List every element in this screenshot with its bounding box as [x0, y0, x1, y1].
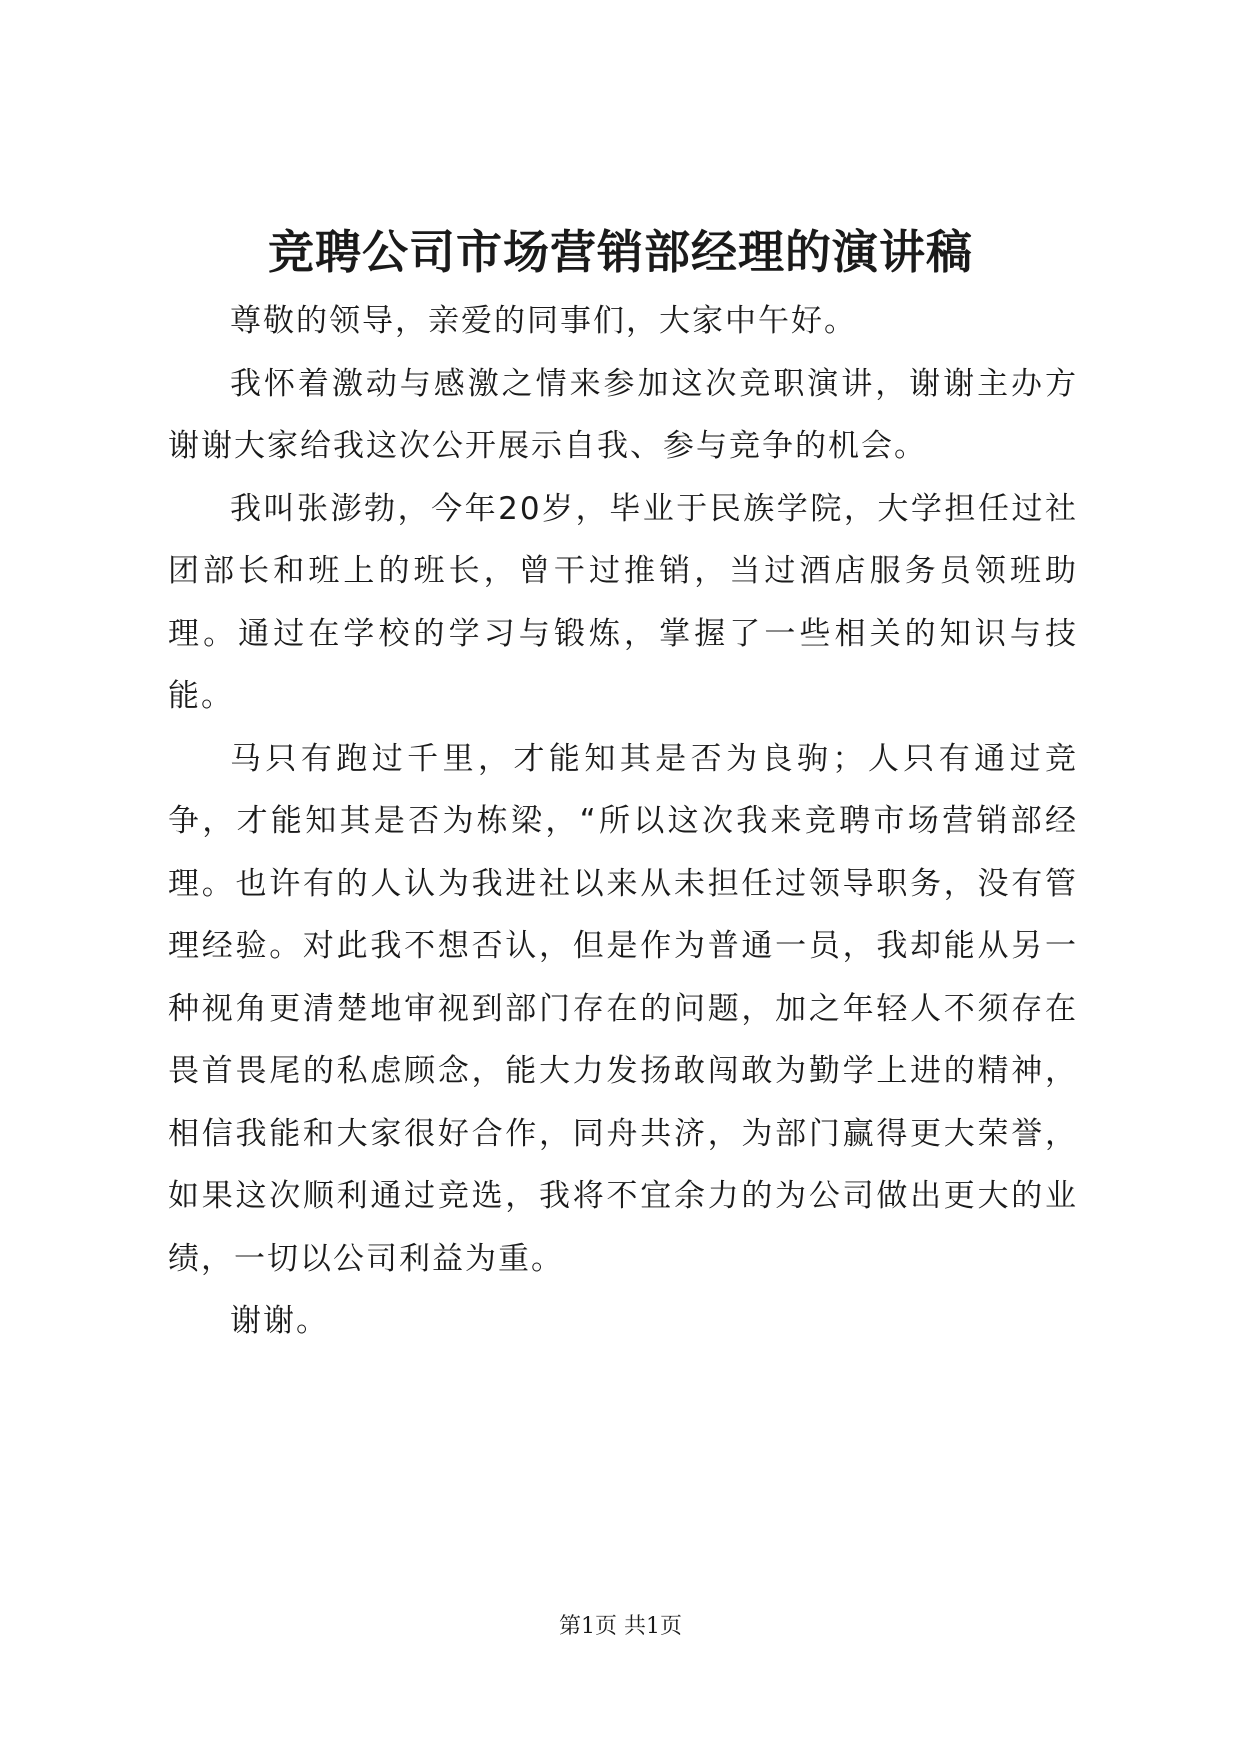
- document-title: 竞聘公司市场营销部经理的演讲稿: [268, 225, 973, 279]
- paragraph-greeting: 尊敬的领导，亲爱的同事们，大家中午好。: [230, 303, 857, 339]
- document-body: [168, 290, 1078, 1353]
- paragraph-introduction: 我叫张澎勃，今年20岁，毕业于民族学院，大学担任过社团部长和班上的班长，曾干过推销，当过酒店服务员领班助理。通过在学校的学习与锻炼，掌握了一些相关的知识与技能。: [168, 490, 1078, 714]
- paragraph-main: 马只有跑过千里，才能知其是否为良驹；人只有通过竞争，才能知其是否为栋梁，“所以这次我来竞聘市场营销部经理。也许有的人认为我进社以来从未担任过领导职务，没有管理经验。对此我不想否认，但是作为普通一员，我却能从另一种视角更清楚地审视到部门存在的问题，加之年轻人不须存在畏首畏尾的私虑顾念，能大力发扬敢闯敢为勤学上进的精神，相信我能和大家很好合作，同舟共济，为部门赢得更大荣誉，如果这次顺利通过竞选，我将不宜余力的为公司做出更大的业绩，一切以公司利益为重。: [168, 740, 1078, 1277]
- paragraph-closing: 谢谢。: [230, 1303, 329, 1339]
- page-footer: 第1页 共1页: [559, 1614, 682, 1639]
- paragraph-thanks: 我怀着激动与感激之情来参加这次竞职演讲，谢谢主办方谢谢大家给我这次公开展示自我、参与竞争的机会。: [168, 365, 1078, 464]
